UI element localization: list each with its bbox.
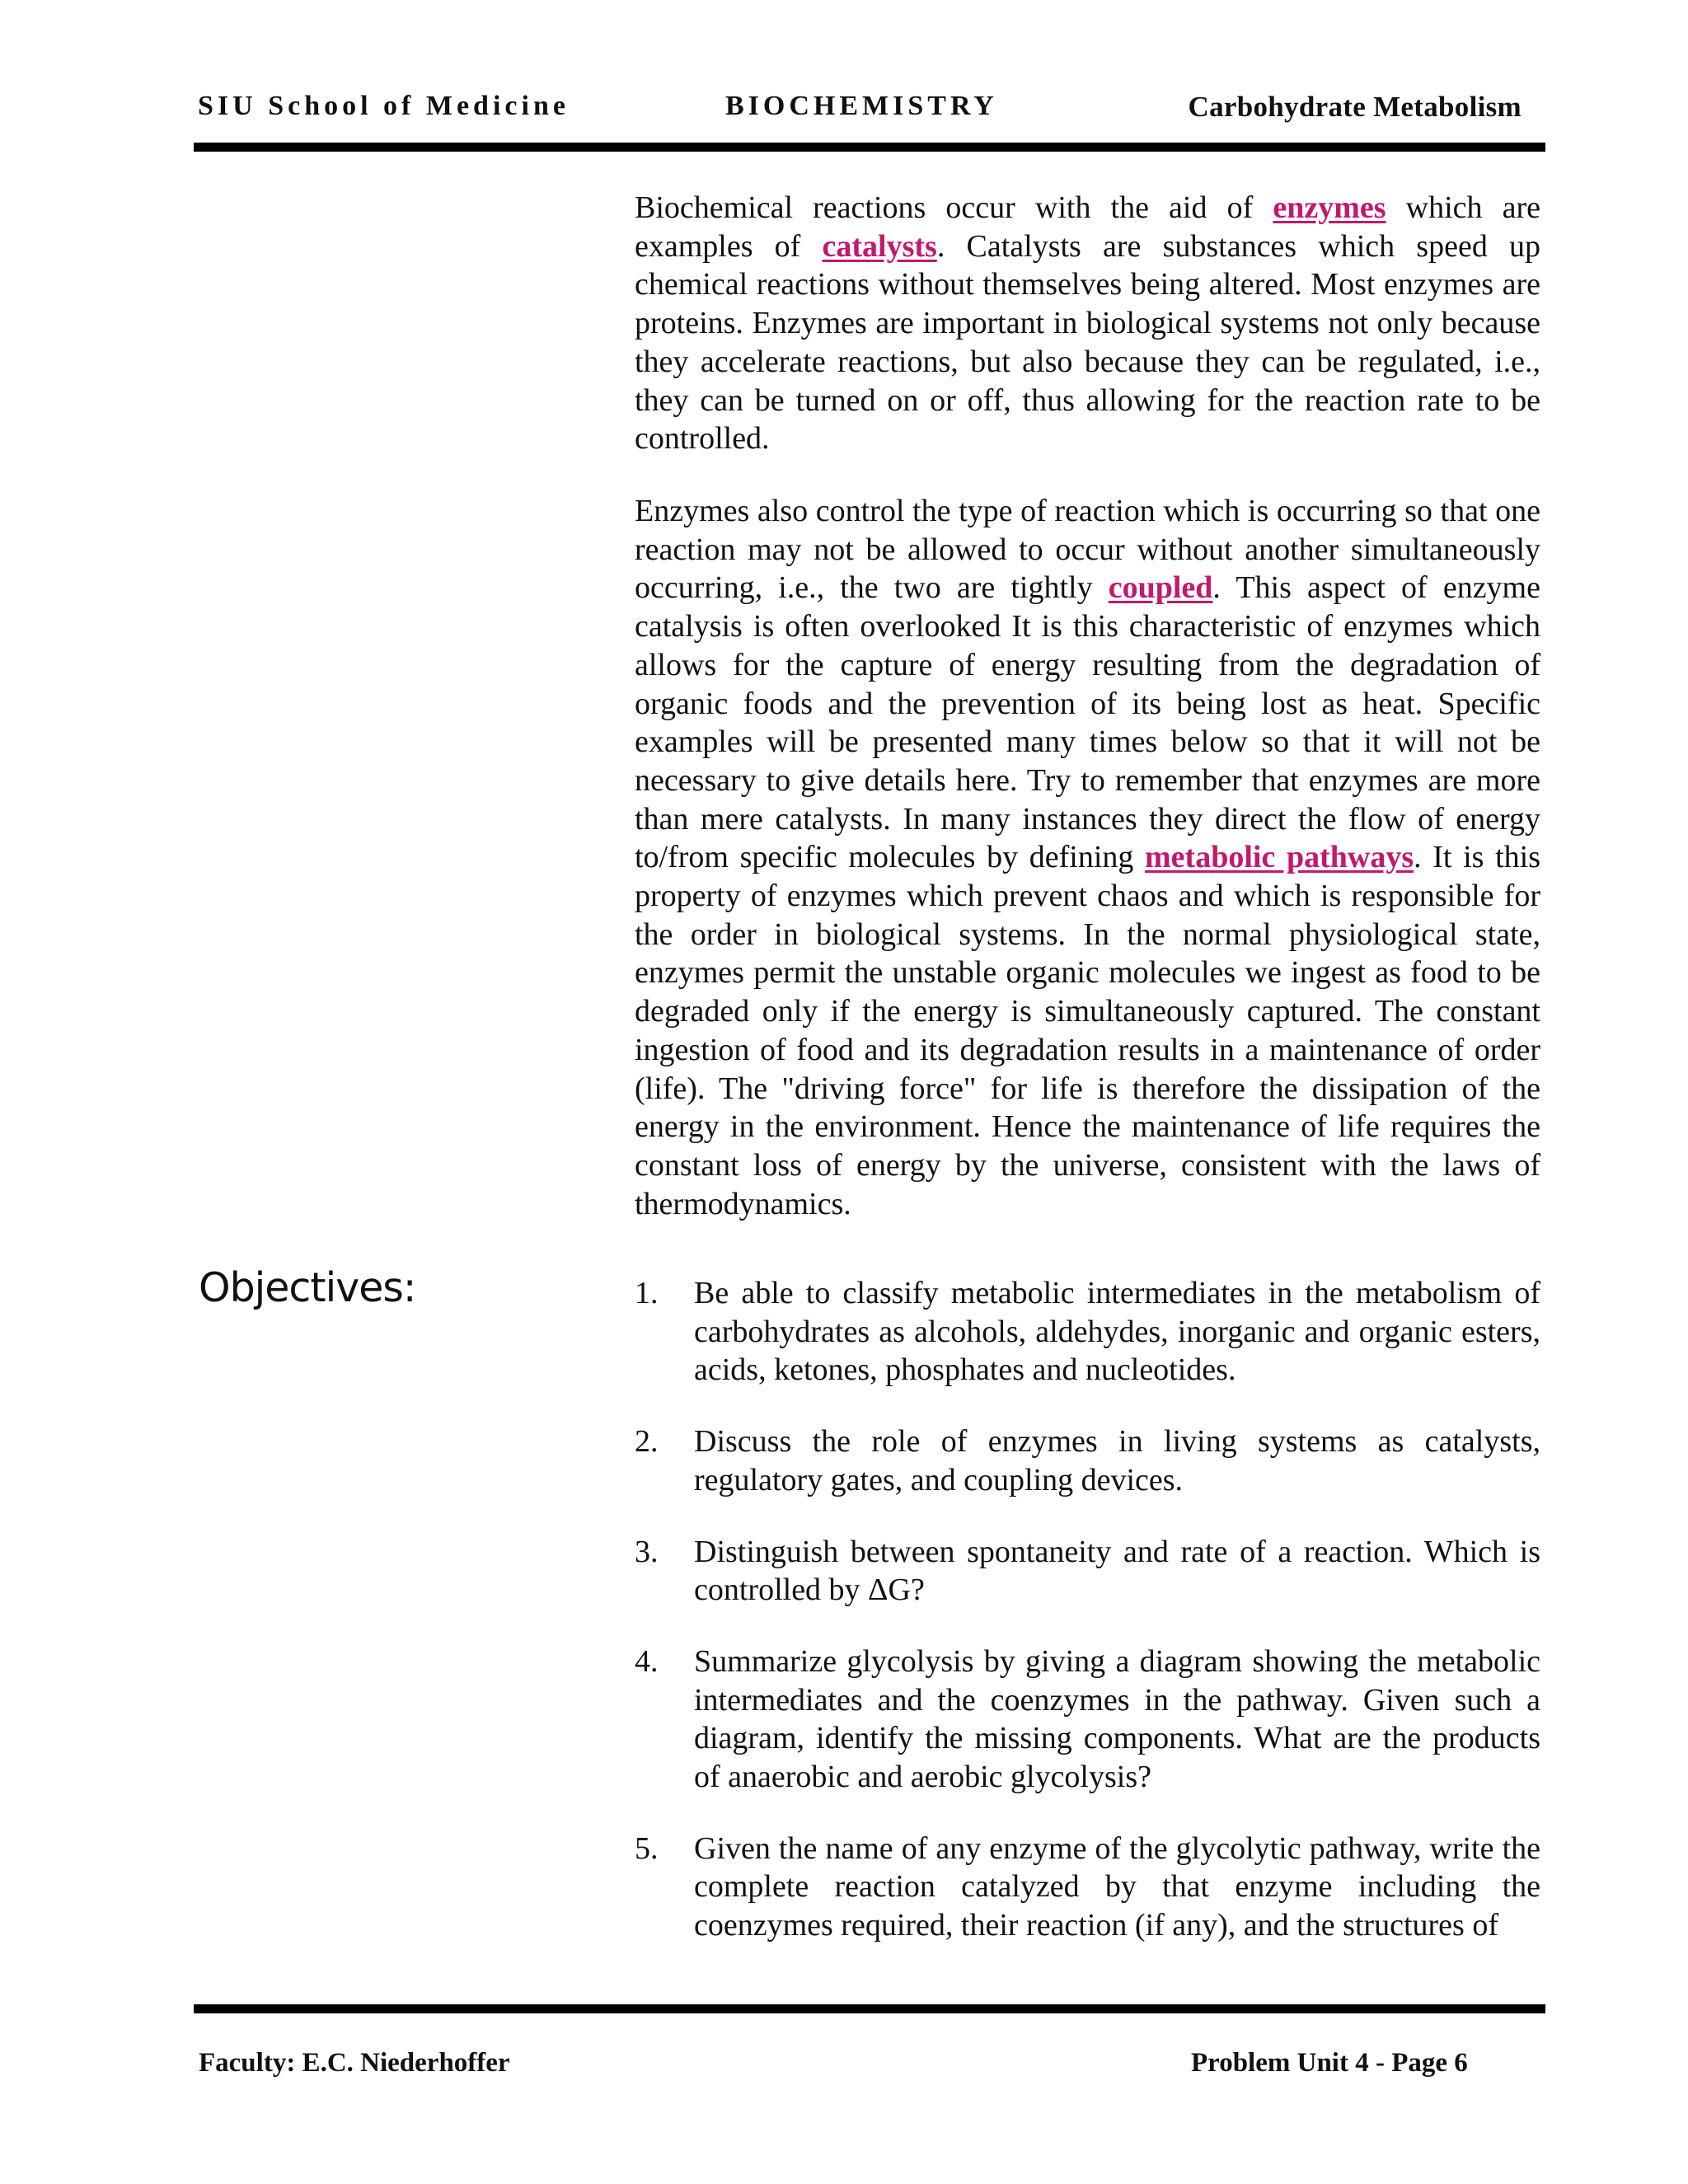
text-run: Enzymes also control the type of reaction which is occurring so that one reaction may not be allowed to occur without another simultaneously occurring, i.e., the two are tightly [635,494,1540,606]
term-link[interactable]: enzymes [1273,190,1386,225]
objective-number: 3. [635,1534,659,1569]
text-run: which are examples of [635,190,1540,264]
objective-text: Be able to classify metabolic intermediates in the metabolism of carbohydrates as alcohols, aldehydes, inorganic and organic esters, acids, ketones, phosphates and nucleotides. [694,1276,1540,1388]
objective-text: Summarize glycolysis by giving a diagram showing the metabolic intermediates and the coenzymes in the pathway. Given such a diagram, identify the missing components. What are the products of anaerobic and aerobic glycolysis? [694,1643,1540,1795]
text-run: . This aspect of enzyme catalysis is often overlooked It is this characteristic of enzymes which allows for the capture of energy resulting from the degradation of organic foods and the prevention of its being lost as heat. Specific examples will be presented many times below so that it will not be necessary to give details here. Try to remember that enzymes are more than mere catalysts. In many instances they direct the flow of energy to/from specific molecules by defining [635,570,1540,875]
objectives-heading: Objectives: [199,1264,416,1311]
objective-item [635,1533,1540,1610]
objective-text: Distinguish between spontaneity and rate of a reaction. Which is controlled by ΔG? [694,1534,1540,1608]
objective-item [635,1422,1540,1499]
term-link[interactable]: coupled [1108,570,1213,606]
footer-faculty: Faculty: E.C. Niederhoffer [199,2048,510,2078]
objective-item [635,1274,1540,1390]
objectives-list [635,1274,1540,1945]
text-run: . It is this property of enzymes which prevent chaos and which is responsible for the order in biological systems. In the normal physiological state, enzymes permit the unstable organic molecules we ingest as food to be degraded only if the energy is simultaneously captured. The constant ingestion of food and its degradation results in a maintenance of order (life). The "driving force" for life is therefore the dissipation of the energy in the environment. Hence the maintenance of life requires the constant loss of energy by the universe, consistent with the laws of thermodynamics. [635,840,1540,1221]
objective-item [635,1643,1540,1797]
header-topic: Carbohydrate Metabolism [1188,91,1522,123]
header-course: BIOCHEMISTRY [725,91,998,121]
objective-number: 5. [635,1830,659,1866]
objective-number: 2. [635,1424,659,1460]
term-link[interactable]: metabolic pathways [1145,840,1414,875]
text-run: Biochemical reactions occur with the aid of [635,190,1273,225]
intro-paragraph-1 [635,189,1540,458]
intro-paragraph-2 [635,492,1540,1223]
objective-text: Discuss the role of enzymes in living systems as catalysts, regulatory gates, and coupling devices. [694,1424,1540,1497]
header-rule [194,143,1545,152]
objective-number: 1. [635,1276,659,1310]
text-run: . Catalysts are substances which speed up chemical reactions without themselves being altered. Most enzymes are proteins. Enzymes are important in biological systems not only because they accelerate reactions, but also because they can be regulated, i.e., they can be turned on or off, thus allowing for the reaction rate to be controlled. [635,228,1541,457]
objective-number: 4. [635,1643,659,1679]
footer-rule [194,2004,1545,2013]
term-link[interactable]: catalysts [822,228,937,264]
footer-page-number: Problem Unit 4 - Page 6 [1191,2048,1468,2078]
page-header [196,87,1545,129]
header-school: SIU School of Medicine [198,91,570,121]
objective-item [635,1830,1540,1945]
objective-text: Given the name of any enzyme of the glycolytic pathway, write the complete reaction catalyzed by that enzyme including the coenzymes required, their reaction (if any), and the structures of [694,1830,1540,1943]
